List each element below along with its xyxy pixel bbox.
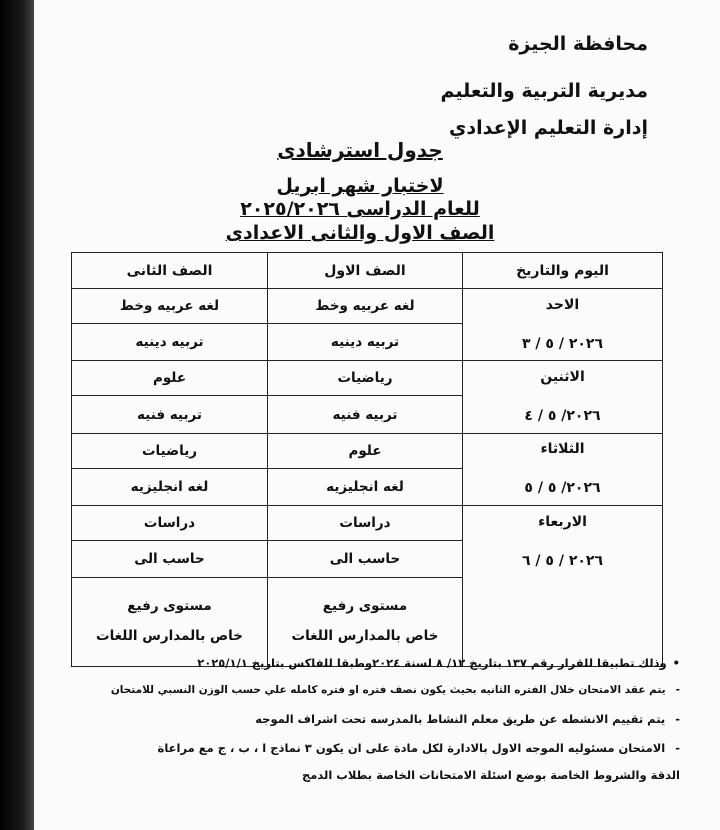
level-note: خاص بالمدارس اللغات — [96, 628, 243, 645]
table-cell: حاسب الى — [268, 540, 463, 577]
table-cell — [268, 578, 463, 667]
year-subtitle: للعام الدراسى ٢٠٢٥/٢٠٢٦ — [240, 198, 480, 220]
note-text: يتم تقييم الانشطه عن طريق معلم النشاط بالمدرسه تحت اشراف الموجه — [255, 712, 666, 726]
header-grade-1: الصف الاول — [268, 253, 463, 289]
table-row — [72, 361, 663, 396]
note-text: وذلك تطبيقا للقرار رقم ١٣٧ بتاريخ ١٢/ ٨ لسنة ٢٠٢٤وطبقا للفاكس بتاريخ ٢٠٢٥/١/١ — [197, 656, 667, 670]
header-day-date: اليوم والتاريخ — [463, 253, 663, 289]
day-name: الثلاثاء — [540, 441, 585, 458]
table-cell: لغه عربيه وخط — [72, 289, 268, 324]
note-period — [40, 684, 680, 696]
table-cell: حاسب الى — [72, 540, 268, 577]
table-row — [72, 289, 663, 324]
table-cell: تربيه فنيه — [268, 396, 463, 433]
level-label: مستوى رفيع — [127, 598, 212, 615]
bullet-icon: • — [672, 656, 680, 670]
table-cell: رياضيات — [72, 433, 268, 468]
header-grade-2: الصف الثانى — [72, 253, 268, 289]
note-integration — [40, 768, 680, 782]
table-cell: دراسات — [268, 505, 463, 540]
grades-subtitle: الصف الاول والثانى الاعدادى — [225, 222, 495, 244]
day-date: ٢٠٢٦ / ٥ / ٦ — [521, 552, 604, 569]
table-cell: لغه عربيه وخط — [268, 289, 463, 324]
governorate-heading: محافظة الجيزة — [508, 33, 648, 55]
day-date: ٢٠٢٦ / ٥ / ٣ — [521, 335, 604, 352]
day-cell — [463, 505, 663, 666]
dash-icon: - — [675, 741, 680, 755]
table-cell: لغه انجليزيه — [268, 468, 463, 505]
table-header-row — [72, 253, 663, 289]
note-decree — [40, 656, 680, 670]
day-name: الاثنين — [540, 369, 585, 385]
dash-icon: - — [675, 684, 680, 696]
table-cell: تربيه دينيه — [72, 324, 268, 361]
directorate-heading: مديرية التربية والتعليم — [440, 80, 648, 102]
table-cell: دراسات — [72, 505, 268, 540]
table-cell: علوم — [268, 433, 463, 468]
table-cell: لغه انجليزيه — [72, 468, 268, 505]
administration-heading: إدارة التعليم الإعدادي — [449, 117, 648, 139]
day-name: الاربعاء — [538, 513, 587, 530]
table-cell — [72, 578, 268, 667]
dash-icon: - — [675, 712, 680, 726]
day-cell — [463, 361, 663, 433]
table-row — [72, 505, 663, 540]
note-activities — [40, 712, 680, 726]
level-label: مستوى رفيع — [322, 598, 408, 615]
day-name: الاحد — [545, 296, 580, 313]
table-cell: تربيه فنيه — [72, 396, 268, 433]
table-row — [72, 433, 663, 468]
level-note: خاص بالمدارس اللغات — [291, 628, 439, 645]
note-text: الدقة والشروط الخاصة بوضع اسئلة الامتحانات الخاصة بطلاب الدمج — [301, 768, 680, 782]
table-cell: رياضيات — [268, 361, 463, 396]
table-cell: تربيه دينيه — [268, 324, 463, 361]
document-title: جدول استرشادى — [277, 138, 443, 162]
note-text: يتم عقد الامتحان خلال الفتره الثانيه بحيث يكون نصف فتره او فتره كامله علي حسب الوزن النسبي للامتحان — [110, 684, 666, 696]
note-text: الامتحان مسئوليه الموجه الاول بالادارة لكل مادة على ان يكون ٣ نماذج ا ، ب ، ج مع مراعاة — [157, 741, 666, 755]
day-cell — [463, 289, 663, 361]
day-date: ٢٠٢٦/ ٥ / ٥ — [524, 480, 601, 497]
table-cell: علوم — [72, 361, 268, 396]
note-responsibility — [40, 741, 680, 755]
day-cell — [463, 433, 663, 505]
day-date: ٢٠٢٦/ ٥ / ٤ — [524, 408, 601, 424]
exam-schedule-table — [71, 252, 663, 667]
exam-subtitle: لاختبار شهر ابريل — [276, 175, 444, 197]
